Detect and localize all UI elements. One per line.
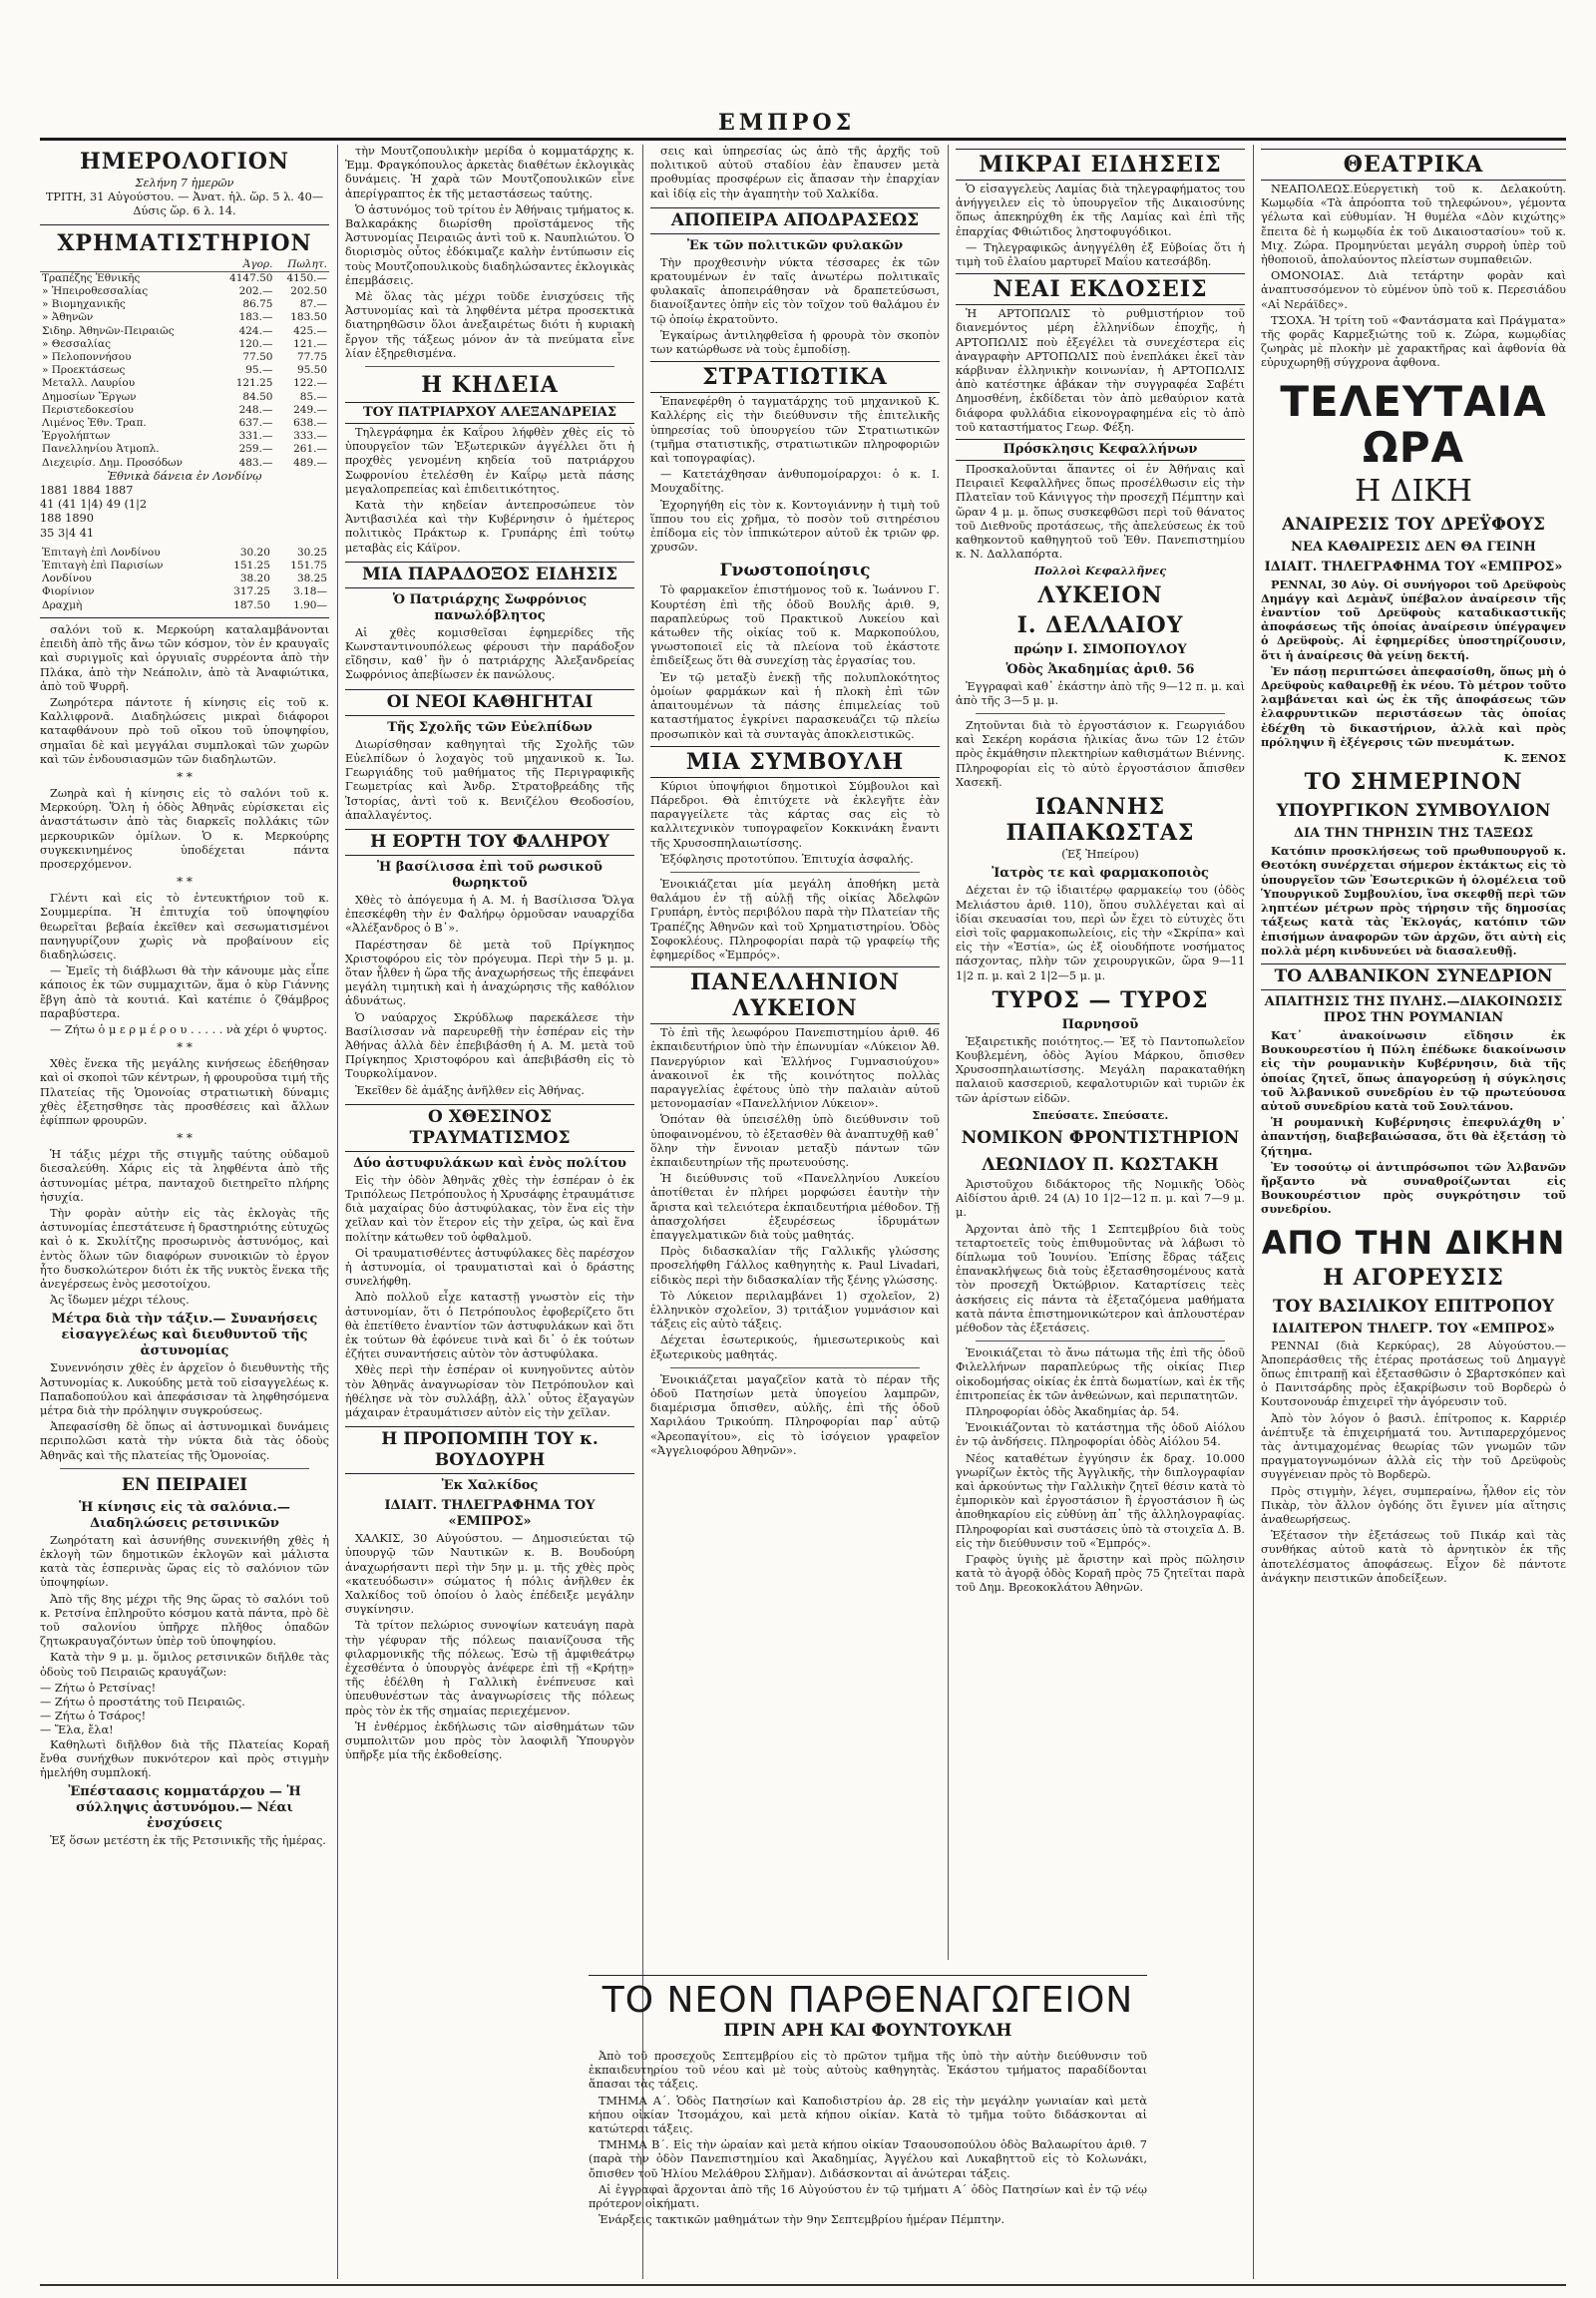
table-row bbox=[40, 285, 329, 298]
calendar-moon: Σελήνη 7 ἡμερῶν bbox=[135, 177, 234, 190]
article-paragraph: Ἀριστοῦχου διδάκτορος τῆς Νομικῆς Ὁδὸς Αἰδίστου ἀριθ. 24 (Α) 10 1|2—12 π. μ. καὶ 7—9 μ. μ. bbox=[956, 1177, 1245, 1220]
article-paragraph: Ἐγγραφαὶ καθ᾿ ἑκάστην ἀπὸ τῆς 9—12 π. μ. καὶ ἀπὸ τῆς 3—5 μ. μ. bbox=[956, 679, 1245, 707]
table-row bbox=[40, 443, 329, 456]
exchange-name: Ἐπιταγὴ ἐπὶ Λονδίνου bbox=[42, 546, 161, 559]
article-paragraph: Πληροφορίαι ὁδὸς Ἀκαδημίας ἀρ. 54. bbox=[966, 1404, 1180, 1418]
article-paragraph: — Ἐμεῖς τὴ διάβλωσι θὰ τὴν κάνουμε μὰς εἶπε κάποιος ἐκ τῶν συμμαχιτῶν, ἅμα ὁ κὺρ Γιάννης ἔβγη ἀπὸ τὰ κουτιά. Καὶ κατέπιε ὁ ζθάμβρος παραβύστερα. bbox=[40, 964, 329, 1020]
article-subheading: Δύο ἀστυφυλάκων καὶ ἑνὸς πολίτου bbox=[353, 1155, 626, 1171]
article-paragraph: ΟΜΟΝΟΙΑΣ. Διὰ τετάρτην φορὰν καὶ ἀναπτυσσόμενον τὸ εὐμένον ὑπὸ τοῦ κ. Περεσιάδου «Αἱ Νεράϊδες». bbox=[1261, 269, 1566, 311]
stock-name: » Ἀθηνῶν bbox=[42, 311, 94, 324]
article-paragraph: ΧΑΛΚΙΣ, 30 Αὐγούστου. — Δημοσιεύεται τῷ ὑπουργῷ τῶν Ναυτικῶν κ. Β. Βουδούρη ἀναχωρήσαντι περὶ τὴν 5ην μ. μ. τῆς χθὲς πρὸς «κατευόδωσιν» σώματος ἡ πόλις ἀνῆλθεν ἐκ Χαλκίδος τοῦ ὁποίου ὁ λαὸς ἐπέδειξε μεγάλην συγκίνησιν. bbox=[345, 1532, 634, 1617]
article-paragraph: — Ζήτω ὁ μ ε ρ μ έ ρ ο υ . . . . . νὰ χέρι ὁ ψυρτος. bbox=[50, 1022, 328, 1036]
article-heading: Γνωστοποίησις bbox=[719, 561, 871, 581]
table-row bbox=[40, 430, 329, 443]
article-paragraph: Ἐνοικιάζεται τὸ ἄνω πάτωμα τῆς ἐπὶ τῆς ὁδοῦ Φιλελλήνων παραπλεύρως τῆς οἰκίας Πιερ οἰκοδομήσας οἰκίας ἐκ ἐπτὰ δωματίων, καὶ ἐκ τῆς ἐπιτροπείας ἐκ τῶν ἀνθεώνων, καὶ περιπατητῶν. bbox=[956, 1346, 1245, 1402]
article-subheading: Ἰατρὸς τε καὶ φαρμακοποιὸς bbox=[992, 866, 1209, 882]
article-paragraph: Ἀπὸ τῆς 8ης μέχρι τῆς 9ης ὥρας τὸ σαλόνι τοῦ κ. Ρετσίνα ἐπληροῦτο κόσμου κατὰ πάντα, πρὸ δὲ τοῦ σαλονίου ὑπῆρχε πλῆθος ὀπαδῶν ζητωκραυγαζόντων ὑπὲρ τοῦ ὑποψηφίου. bbox=[40, 1592, 329, 1649]
exchange-buy: 38.20 bbox=[239, 573, 270, 585]
stock-header-buy: Ἀγορ. bbox=[216, 258, 274, 272]
loan-years-3: 188 1890 bbox=[40, 512, 94, 526]
stock-sell: 333.— bbox=[293, 430, 327, 443]
stock-sell: 638.— bbox=[293, 417, 327, 430]
article-paragraph: τὴν Μουτζοπουλικὴν μερίδα ὁ κομματάρχης κ. Ἐμμ. Φραγκόπουλος ἀρκετὰς διαθέτων ἐκλογικὰς δυνάμεις. Ἡ χαρὰ τῶν Μουτζοπουλικῶν εἶνε ἀπερίγραπτος ἐκ τῆς μεταστάσεως ταύτης. bbox=[345, 145, 634, 200]
stock-name: Σιδηρ. Ἀθηνῶν-Πειραιῶς bbox=[42, 324, 175, 337]
article-paragraph: Εἰς τὴν ὁδὸν Ἀθηνᾶς χθὲς τὴν ἑσπέραν ὁ ἐκ Τριπόλεως Πετρόπουλος ἡ Χρυσάφης ἐτραυμάτισε διὰ μαχαίρας δύο ἀστυφύλακας, τὸν ἕνα εἰς τὴν χεῖλαν καὶ τὸν ἕτερον εἰς τὴν χεῖρα, ὡς καὶ ἕνα πολίτην κάτωθεν τοῦ ὀφθαλμοῦ. bbox=[345, 1173, 634, 1244]
article-subheading: ΑΝΑΙΡΕΣΙΣ ΤΟΥ ΔΡΕΫΦΟΥΣ bbox=[1282, 514, 1545, 535]
school-text bbox=[589, 2050, 1147, 2227]
article-heading: Η ΔΙΚΗ bbox=[1355, 473, 1472, 509]
stock-name: » Βιομηχανικῆς bbox=[42, 298, 126, 311]
article-paragraph: Τὸ ἐπὶ τῆς λεωφόρου Πανεπιστημίου ἀριθ. 46 ἐκπαιδευτήριον ὑπὸ τὴν ἐπωνυμίαν «Λύκειον Ἀθ. Πανεργύριον καὶ Ἑλλήνος Γυμνασιούχου» ἀνακοινοῖ ἐκ τῆς κοινότητος πολλὰς παραγγελίας ἐφέτους ὑπὸ τὴν παλαιὰν αὐτοῦ μετονομασίαν «Πανελλήνιον Λύκειον». bbox=[650, 1026, 940, 1111]
divider bbox=[976, 1340, 1225, 1341]
telegram-label: ΙΔΙΑΙΤ. ΤΗΛΕΓΡΑΦΗΜΑ ΤΟΥ «ΕΜΠΡΟΣ» bbox=[384, 1498, 596, 1530]
stock-header-row bbox=[40, 258, 329, 272]
article-heading: ΜΙΚΡΑΙ ΕΙΔΗΣΕΙΣ bbox=[956, 149, 1245, 181]
article-paragraph: Κατόπιν προσκλήσεως τοῦ πρωθυπουργοῦ κ. Θεοτόκη συνέρχεται σήμερον ἐκτάκτως εἰς τὸ ὑπουργεῖον τῶν Ἐσωτερικῶν ἡ ὁλομέλεια τοῦ Ὑπουργικοῦ Συμβουλίου, ἵνα σκεφθῇ περὶ τῶν ληπτέων μέτρων πρὸς τήρησιν τῆς δημοσίας τάξεως κατὰ τὰς Ἐκλογάς, κατόπιν τῶν ἐπισήμων ἀναφορῶν τῶν ἀρχῶν, ὅτι αὐτὴ εἰς πολλὰ μέρη κινδυνεύει νὰ διασαλευθῇ. bbox=[1261, 844, 1566, 958]
article-paragraph: Ἐνοικιάζεται μαγαζεῖον κατὰ τὸ πέραν τῆς ὁδοῦ Πατησίων μετὰ ὑπογείου λαμπρῶν, διαμέρισμα ὄπισθεν, αὐλῆς, ἐπὶ τῆς ὁδοῦ Χαριλάου Τρικούπη. Πληροφορίαι παρ᾿ αὐτῷ «Ἀρεοπαγίτου», εἰς τὸ ἰσόγειον γραφεῖον «Ἀγγελιοφόρου Ἀθηνῶν». bbox=[650, 1372, 940, 1457]
table-row bbox=[40, 377, 329, 390]
article-paragraph: Συνεννόησιν χθὲς ἐν ἀρχεῖον ὁ διευθυντὴς τῆς Ἀστυνομίας κ. Λυκούδης μετὰ τοῦ εἰσαγγελέως κ. Παπαδοπούλου καὶ ἀπεφάσισαν τὰ ληφθησόμενα μέτρα διὰ τὴν πρόληψιν συγκρούσεως. bbox=[40, 1361, 329, 1418]
article-subheading: πρώην Ι. ΣΙΜΟΠΟΥΛΟΥ bbox=[1013, 641, 1187, 657]
stock-sell: 425.— bbox=[293, 324, 327, 337]
article-paragraph: Τὸ Λύκειον περιλαμβάνει 1) σχολεῖον, 2) ἑλληνικὸν σχολεῖον, 3) τριτάξιον γυμνάσιον καὶ τάξεις εἰς αὐτὸ τάξεις. bbox=[650, 1289, 940, 1332]
article-paragraph: Παρέστησαν δὲ μετὰ τοῦ Πρίγκηπος Χριστοφόρου εἰς τὸν πρόγευμα. Περὶ τὴν 5 μ. μ. ὅταν ἦλθεν ἡ ὥρα τῆς ἀναχωρήσεως τῆς ἐπεφάνει μεγάλη τιμητικὴ καὶ ἡ ἀναχώρησις τῆς καθόλιον ἀδυνάτως. bbox=[345, 938, 634, 1008]
table-row bbox=[40, 351, 329, 364]
article-heading: ΤΟ ΣΗΜΕΡΙΝΟΝ bbox=[1304, 769, 1523, 796]
signature: Πολλοὶ Κεφαλλῆνες bbox=[1033, 564, 1167, 578]
article-subheading: ΑΠΑΙΤΗΣΙΣ ΤΗΣ ΠΥΛΗΣ.—ΔΙΑΚΟΙΝΩΣΙΣ ΠΡΟΣ ΤΗΝ ΡΟΥΜΑΝΙΑΝ bbox=[1264, 993, 1563, 1025]
article-heading: ΣΤΡΑΤΙΩΤΙΚΑ bbox=[650, 361, 940, 393]
article-heading: Ι. ΔΕΛΛΑΙΟΥ bbox=[1016, 611, 1184, 638]
exchange-buy: 151.25 bbox=[233, 560, 270, 573]
article-paragraph: ΤΜΗΜΑ Α΄. Ὁδὸς Πατησίων καὶ Καποδιστρίου ἀρ. 28 εἰς τὴν μεγάλην γωνιαίαν καὶ μετὰ κήπου οἰκίαν Ἰτσομάχου, καὶ μετὰ κήπου οἰκίαν. Κατὰ τὸ τμῆμα τοῦτο διδάσκονται αἱ κατώτεραι τάξεις. bbox=[589, 2094, 1147, 2136]
article-paragraph: Χθὲς ἕνεκα τῆς μεγάλης κινήσεως ἐδεήθησαν καὶ οἱ σκοποὶ τῶν κέντρων, ἡ φρουροῦσα τιμή τῆς Πλατείας τῆς Ὁμονοίας στρατιωτικὴ δύναμις χθὲς ἐξετησθησε τὰς προσθέσεις καὶ ἄλλων ἐφίππων φρουρῶν. bbox=[40, 1057, 329, 1127]
stock-buy: 86.75 bbox=[242, 298, 273, 311]
article-paragraph: Ἐν τῷ μεταξὺ ἑνεκῇ τῆς πολυπλοκότητος ὁμοίων φαρμάκων καὶ ἡ πλοκὴ ἐπὶ τῶν ἀπαιτουμένων τὰ πάσης ἐπιμελείας τοῦ καταστήματος ἐγκρίνει παρασκευάζει τῷ πλείω προσωπικὸν καὶ τὰ συνταγὰς ἀποκλειστικῶς. bbox=[650, 670, 940, 741]
article-paragraph: Τὰ τρίτον πελώριος συνοψίων κατευάγη παρὰ τὴν γέφυραν τῆς πόλεως παιανίζουσα τῆς φιλαρμονικῆς τῆς πόλεως. Ἐσὼ τῇ ἀμφιθεάτρῳ ἐχεσθέντα ὁ ὑπουργὸς ἀνέφερε ἐπὶ τῇ «Κρήτῃ» τῆς ἐδέλθη ἡ Γαλλικὴ ἐνέπνευσε καὶ ὑπευθυνέστων τὰς ἀναγνωρίσεις τῆς πόλεως πρὸς τὸν ἐκ τῆς σημαίας περιεχέμενον. bbox=[345, 1619, 634, 1718]
cry-line: — Ζήτω ὁ Ρετσίνας! bbox=[40, 1681, 157, 1695]
article-paragraph: Ζωηρὰ καὶ ἡ κίνησις εἰς τὸ σαλόνι τοῦ κ. Μερκούρη. Ὅλη ἡ ὁδὸς Ἀθηνᾶς εὑρίσκεται εἰς ἀναστάτωσιν ἀπὸ τὰς διαρκεῖς πολλάκις τῶν μερκουρικῶν ὁμίλων. Ὁ κ. Μερκούρης συγκεκινημένος ὑποδέχεται πάντα προσερχόμενον. bbox=[40, 786, 329, 871]
stock-buy: 424.— bbox=[238, 324, 273, 337]
stock-name: Ἐργολήπτων bbox=[42, 430, 111, 443]
calendar-title: ΗΜΕΡΟΛΟΓΙΟΝ bbox=[79, 149, 290, 175]
exchange-name: Φιορίνιον bbox=[42, 585, 95, 598]
exchange-name: Ἐπιταγὴ ἐπὶ Παρισίων bbox=[42, 560, 164, 573]
article-paragraph: ΤΜΗΜΑ Β΄. Εἰς τὴν ὡραίαν καὶ μετὰ κήπου οἰκίαν Τσαουσοπούλου ὁδὸς Βαλαωρίτου ἀριθ. 7 (παρὰ τὴν ὁδὸν Πανεπιστημίου καὶ Ἀκαδημίας, Ἀγγέλου καὶ Λυκαβηττοῦ εἰς τὸ Κολωνάκι, ὄπισθεν τοῦ Ἠλίου Μελάθρου Σλῆμαν). Διδάσκονται αἱ ἀνώτεραι τάξεις. bbox=[589, 2138, 1147, 2180]
table-row bbox=[40, 560, 329, 573]
article-heading: Ο ΧΘΕΣΙΝΟΣ ΤΡΑΥΜΑΤΙΣΜΟΣ bbox=[345, 1104, 634, 1152]
article-paragraph: Ἐξαιρετικῆς ποιότητος.— Ἐξ τὸ Παντοπωλεῖον Κουβλεμένη, ὁδὸς Ἁγίου Μάρκου, ὄπισθεν Χρυσοσπηλαιωτίσσης. Μεγάλη παρακαταθήκη παλαιοῦ κασσεριοῦ, κεφαλοτυριῶν καὶ τυριῶν ἐκ τῶν ἀρίστων εἰδῶν. bbox=[956, 1034, 1245, 1105]
article-paragraph: Ἐνάρξεις τακτικῶν μαθημάτων τὴν 9ην Σεπτεμβρίου ἡμέραν Πέμπτην. bbox=[598, 2213, 1005, 2227]
stock-sell: 87.— bbox=[299, 298, 327, 311]
article-subheading: Τῆς Σχολῆς τῶν Εὐελπίδων bbox=[387, 719, 593, 735]
article-subheading: ΤΟΥ ΒΑΣΙΛΙΚΟΥ ΕΠΙΤΡΟΠΟΥ bbox=[1272, 1296, 1555, 1317]
article-heading: ΙΩΑΝΝΗΣ ΠΑΠΑΚΩΣΤΑΣ bbox=[1005, 794, 1195, 847]
article-paragraph: Τηλεγράφημα ἐκ Καΐρου λήφθὲν χθὲς εἰς τὸ ὑπουργεῖον τῶν Ἐξωτερικῶν ἀγγέλλει ὅτι ἡ προχθὲς γενομένη κηδεία τοῦ πατριάρχου Σωφρονίου ἐτελέσθη ἐν Καΐρῳ μετὰ πάσης μεγαλοπρεπείας καὶ ἐπιδειτικότητος. bbox=[345, 426, 634, 496]
cry-line: — Ἔλα, ἔλα! bbox=[40, 1724, 114, 1737]
stock-sell: 183.50 bbox=[290, 311, 327, 324]
telegram-label: ΙΔΙΑΙΤ. ΤΗΛΕΓΡΑΦΗΜΑ ΤΟΥ «ΕΜΠΡΟΣ» bbox=[1264, 559, 1563, 574]
article-paragraph: Ἀπὸ τοῦ προσεχοῦς Σεπτεμβρίου εἰς τὸ πρῶτον τμῆμα τῆς ὑπὸ τὴν αὐτὴν διεύθυνσιν τοῦ ἐκπαιδευτηρίου τοῦ νέου καὶ μὲ τοὺς αὐτοὺς καθηγητὰς. Ἑκάστου τμήματος παραδίδονται ἅπασαι τὰς τάξεις. bbox=[589, 2050, 1147, 2092]
table-row bbox=[40, 573, 329, 585]
article-paragraph: Ἐχορηγήθη εἰς τὸν κ. Κοντογιάννην ἡ τιμὴ τοῦ ἵππου του εἰς χρῆμα, τὸ ποσὸν τοῦ σιτηρέσιου ἐπίδομα εἰς τὸν ἱππικώτερον αὐτοῦ ἐκ τριῶν φρ. χρυσῶν. bbox=[650, 498, 940, 555]
article-paragraph: Ἡ διεύθυνσις τοῦ «Πανελληνίου Λυκείου ἀποτίθεται ἐν πλήρει μορφώσει ἑαυτὴν τὴν ἄριστα καὶ τελειότερα ἐκπαιδευτήρια μέθοδον. Τῇ ἀπασχολήσει ἐξευρέσεως ἱδρυμάτων ἐπαγγελματικῶν διὰ τοὺς μαθητάς. bbox=[650, 1172, 940, 1242]
table-row bbox=[40, 298, 329, 311]
stars-divider: * * bbox=[177, 1131, 193, 1146]
exchange-sell: 1.90— bbox=[293, 598, 327, 611]
article-subheading: ΔΙΑ ΤΗΝ ΤΗΡΗΣΙΝ ΤΗΣ ΤΑΞΕΩΣ bbox=[1293, 826, 1534, 842]
divider bbox=[670, 872, 920, 873]
stock-header-sell: Πωλητ. bbox=[274, 258, 329, 272]
divider bbox=[365, 366, 614, 367]
exchange-buy: 317.25 bbox=[233, 585, 270, 598]
stock-name: Μεταλλ. Λαυρίου bbox=[42, 377, 136, 390]
stock-sell: 261.— bbox=[293, 443, 327, 456]
stock-name: » Προεκτάσεως bbox=[42, 364, 126, 377]
article-paragraph: Ζωηρότερα πάντοτε ἡ κίνησις εἰς τοῦ κ. Καλλιφρονᾶ. Διαδηλώσεις μικραὶ διάφοροι καταφθάνουν πρὸ τοῦ οἴκου τοῦ ὑποψηφίου, σημαῖαι δὲ καὶ μεγγάλαι συμπλοκαὶ τῶν χωρῶν καὶ τῶν ἐνδουσιασμῶν τῶν διαδηλωτῶν. bbox=[40, 695, 329, 766]
stock-table bbox=[40, 258, 329, 470]
article-subheading: Ἐκ τῶν πολιτικῶν φυλακῶν bbox=[686, 237, 904, 253]
column-2 bbox=[345, 145, 634, 2279]
table-row bbox=[40, 585, 329, 598]
loan-years-2: 41 (41 1|4) 49 (1|2 bbox=[40, 498, 148, 512]
stock-sell: 85.— bbox=[299, 390, 327, 403]
article-heading: ΛΥΚΕΙΟΝ bbox=[1037, 581, 1163, 608]
masthead-rule bbox=[40, 138, 1566, 141]
stock-buy: 637.— bbox=[238, 417, 273, 430]
exchange-sell: 3.18— bbox=[293, 585, 327, 598]
cry-line: — Ζήτω ὁ προστάτης τοῦ Πειραιῶς. bbox=[40, 1696, 245, 1710]
article-subheading: Παρνησοῦ bbox=[1061, 1016, 1139, 1032]
article-paragraph: Ἐνοικιάζονται τὸ κατάστημα τῆς ὁδοῦ Αἰόλου ἐν τῷ ἀνδήσεις. Πληροφορίαι ὁδὸς Αἰόλου 54. bbox=[956, 1421, 1245, 1449]
article-heading: ΝΟΜΙΚΟΝ ΦΡΟΝΤΙΣΤΗΡΙΟΝ bbox=[961, 1127, 1240, 1148]
article-heading: Ἐπέσταασις κομματάρχου — Ἡ σύλληψις ἀστυνόμου.— Νέαι ἐνσχύσεις bbox=[68, 1784, 301, 1832]
article-heading: ΜΙΑ ΣΥΜΒΟΥΛΗ bbox=[650, 746, 940, 778]
article-heading: Η ΚΗΔΕΙΑ bbox=[421, 372, 559, 399]
article-paragraph: Ἐν τοσούτῳ οἱ ἀντιπρόσωποι τῶν Ἀλβανῶν ἤρξαντο νὰ συναθροίζωνται εἰς Βουκουρέστιον πρὸς συγκρότησιν τοῦ συνεδρίου. bbox=[1261, 1159, 1566, 1217]
exchange-sell: 151.75 bbox=[290, 560, 327, 573]
article-heading: Η ΑΓΟΡΕΥΣΙΣ bbox=[1323, 1264, 1504, 1291]
article-paragraph: Ὁ εἰσαγγελεὺς Λαμίας διὰ τηλεγραφήματος του ἀνήγγειλεν εἰς τὸ ὑπουργεῖον τῆς Δικαιοσύνης ὅπως ἀπεκηρύχθη ἐκ τῆς Λαμίας καὶ ἐπὶ τῆς ἐπαρχίας Φθιώτιδος ληστοφυγόδικοι. bbox=[956, 183, 1245, 238]
article-heading: ΠΑΝΕΛΛΗΝΙΟΝ ΛΥΚΕΙΟΝ bbox=[650, 966, 940, 1024]
school-announcement bbox=[589, 1970, 1147, 2229]
stock-name: Πανελληνίου Ἀτμοπλ. bbox=[42, 443, 160, 456]
article-paragraph: Καθηλωτὶ διῆλθον διὰ τῆς Πλατείας Κοραῆ ἔνθα συνήχθων πυκνότερον καὶ πρὸς στιγμὴν ἡμελήθη συμπλοκή. bbox=[40, 1737, 329, 1780]
stock-buy: 483.— bbox=[238, 456, 273, 469]
loan-years-1: 1881 1884 1887 bbox=[40, 484, 134, 498]
article-heading: Η ΠΡΟΠΟΜΠΗ ΤΟΥ κ. ΒΟΥΔΟΥΡΗ bbox=[345, 1426, 634, 1474]
stock-buy: 95.— bbox=[245, 364, 273, 377]
masthead bbox=[0, 0, 1596, 140]
stock-sell: 121.— bbox=[293, 337, 327, 350]
stock-name: Περιστεδοκεσίου bbox=[42, 403, 134, 416]
table-row bbox=[40, 599, 329, 612]
table-row bbox=[40, 404, 329, 417]
stock-buy: 4147.50 bbox=[229, 271, 273, 284]
stock-name: » Ἠπειροθεσσαλίας bbox=[42, 285, 149, 298]
stock-buy: 331.— bbox=[238, 430, 273, 443]
article-paragraph: Κατὰ τὴν κηδείαν ἀντεπροσώπευε τὸν Ἀντιβασιλέα καὶ τὴν Κυβέρνησιν ὁ ἡμέτερος πολιτικὸς Πράκτωρ κ. Γρυπάρης ἐπὶ τούτῳ μεταβὰς εἰς Κάϊρον. bbox=[345, 499, 634, 555]
last-hour-heading: ΤΕΛΕΥΤΑΙΑ ΩΡΑ bbox=[1280, 376, 1547, 472]
article-paragraph: Κύριοι ὑποψήφιοι δημοτικοὶ Σύμβουλοι καὶ Πάρεδροι. Θὰ ἐπιτύχετε νὰ ἐκλεγῆτε ἐὰν παραγγείλετε τὰς κάρτας σας εἰς τὸ καλλιτεχνικὸν τυπογραφεῖον Κοκκινάκη ἔναντι τῆς Χρυσοσπηλαιωτίσσης. bbox=[650, 779, 940, 850]
article-paragraph: Χθὲς τὸ ἀπόγευμα ἡ Α. Μ. ἡ Βασίλισσα Ὄλγα ἐπεσκέφθη τὴν ἐν Φαλήρῳ ὁρμοῦσαν ναυαρχίδα «Ἀλέξανδρος ὁ Β᾿». bbox=[345, 893, 634, 936]
article-paragraph: Ἀς ἴδωμεν μέχρι τέλους. bbox=[50, 1294, 190, 1308]
exchange-buy: 30.20 bbox=[239, 546, 270, 559]
stock-sell: 77.75 bbox=[296, 351, 327, 364]
article-paragraph: Ὁ ἀστυνόμος τοῦ τρίτου ἐν Ἀθήναις τμήματος κ. Βαλκαράκης διωρίσθη προϊστάμενος τῆς Ἀστυνομίας Πειραιῶς ἀντὶ τοῦ κ. Ναυπλιώτου. Ὁ διορισμὸς οὗτος ἐδόκιμαζε καλὴν ἐντύπωσιν εἰς τοὺς Μουτζοπουλικοὺς διαδηλώσαντες ἐκλογικὰς ἐπεμβάσεις. bbox=[345, 202, 634, 287]
stock-name: Διεχειρίσ. Δημ. Προσόδων bbox=[42, 456, 183, 469]
article-heading: ΘΕΑΤΡΙΚΑ bbox=[1261, 149, 1566, 181]
stock-buy: 84.50 bbox=[242, 390, 273, 403]
column-3 bbox=[650, 145, 940, 1960]
table-row bbox=[40, 338, 329, 351]
article-paragraph: Τὸ φαρμακεῖον ἐπιστήμονος τοῦ κ. Ἰωάννου Γ. Κουρτέση ἐπὶ τῆς ὁδοῦ Βουλῆς ἀριθ. 9, παραπλεύρως τοῦ Πρακτικοῦ Λυκείου καὶ κάτωθεν τῆς οἰκίας τοῦ κ. Μαρκοπούλου, γνωστοποιεῖ εἰς τὰ πλείονα τοῦ ἑκάστοτε ἐπιδείξεως ὅτι θὰ συνεχίσῃ τὰς ἐργασίας του. bbox=[650, 583, 940, 668]
callout: Σπεύσατε. Σπεύσατε. bbox=[1031, 1107, 1169, 1122]
divider bbox=[40, 617, 329, 618]
article-paragraph: Αἱ ἐγγραφαὶ ἄρχονται ἀπὸ τῆς 16 Αὐγούστου ἐν τῷ τμήματι Α΄ ὁδὸς Πατησίων καὶ ἐν τῷ νέῳ πρότερον οἰκήματι. bbox=[589, 2182, 1147, 2211]
article-paragraph: Ζητοῦνται διὰ τὸ ἐργοστάσιον κ. Γεωργιάδου καὶ Σεκέρη κοράσια ἡλικίας ἄνω τῶν 12 ἐτῶν πρὸς ἐκμάθησιν πλεκτηρίων καθισμάτων Βιέννης. Πληροφορίαι εἰς τὸ αὐτὸ ἐργοστάσιον ἄπισθεν Χασεκῆ. bbox=[956, 719, 1245, 789]
divider bbox=[60, 1468, 309, 1469]
article-paragraph: Μὲ ὅλας τὰς μέχρι τοῦδε ἐνισχύσεις τῆς Ἀστυνομίας καὶ τὰ ληφθέντα μέτρα προσεκτικὰ διατηρηθῶσιν ὅλοι ἀνεξαιρέτως διότι ἡ κυριακὴ ἔργον τῆς τάξεως μόνον ἀν τὰ πνεύματα εἶνε λίαν ἐξηρεθισμένα. bbox=[345, 290, 634, 360]
article-subheading: Ἐκ Χαλκίδος bbox=[441, 1478, 539, 1494]
article-paragraph: Δέχεται ἐν τῷ ἰδιαιτέρῳ φαρμακείῳ του (ὁδὸς Μελιάστου ἀριθ. 110), ὅπου συλλέγεται καὶ αἱ ἰδίαι σκευασίαι του, περὶ ὧν ἔχει τὸ εὐτυχὲς ὅτι εἰσὶ τοῖς φαρμακοπωλείοις, εἰς τὴν «Σκρίπα» καὶ εἰς τὴν «Ἑστία», ὡς ἐξ οἰουδήποτε νοσήματος πάσχοντας, πλὴν τῶν χειρουργικῶν, ὥρα 9—11 1|2 π. μ. καὶ 2 1|2—5 μ. μ. bbox=[956, 884, 1245, 982]
stars-divider: * * bbox=[177, 875, 193, 890]
column-rule bbox=[337, 145, 338, 2279]
article-paragraph: Ἡ τάξις μέχρι τῆς στιγμῆς ταύτης οὐδαμοῦ διεσαλεύθη. Χάρις εἰς τὰ ληφθέντα ἀπὸ τῆς ἀστυνομίας μέτρα, πανταχοῦ διετηρεῖτο πλήρης ἡσυχία. bbox=[40, 1148, 329, 1204]
article-paragraph: Ἀπὸ τὸν λόγον ὁ βασιλ. ἐπίτροπος κ. Καρριέρ ἀνέπτυξε τὰ ἐπιχειρήματά του. Ἀντιπαρερχόμενος τὰς ἀντιμαχομένας θεωρίας τῶν γνωμῶν τῶν πραγματογνωμόνων ἀλλὰ εἰς τὴν τοῦ Δρεϋφοὺς συγγένειαν πρὸς τὸ Βορδερὼ. bbox=[1261, 1411, 1566, 1482]
table-row bbox=[40, 311, 329, 324]
signature: Κ. ΞΕΝΟΣ bbox=[1503, 751, 1566, 766]
article-paragraph: Πρὸς διδασκαλίαν τῆς Γαλλικῆς γλώσσης προσελήφθη Γάλλος καθηγητὴς κ. Paul Livadari, εἰδικὸς περὶ τὴν διδασκαλίαν τῆς ξένης γλώσσης. bbox=[650, 1245, 940, 1287]
article-subheading: Ἡ βασίλισσα ἐπὶ τοῦ ρωσικοῦ θωρηκτοῦ bbox=[377, 859, 602, 891]
article-paragraph: Ἐγκαίρως ἀντιληφθεῖσα ἡ φρουρὰ τὸν σκοπὸν των κατώρθωσε νὰ τοὺς ἐμποδίσῃ. bbox=[650, 328, 940, 357]
article-paragraph: Ἐν πάσῃ περιπτώσει ἀπεφασίσθη, ὅπως μὴ ὁ Δρεϋφοὺς καθαιρεθῇ ἐκ νέου. Τὸ μέτρον τοῦτο λαμβάνεται καὶ ὡς ἐκ τῆς ἀποφάσεως τῶν ἐλαφρυντικῶν περιστάσεων τὰς ὁποίας ἐδέχθη τὸ δικαστήριον, ἀλλὰ καὶ πρὸς πρόληψιν ἢ ἐξέγερσις τῶν πνευμάτων. bbox=[1261, 663, 1566, 749]
article-paragraph: ΤΣΟΧΑ. Ἡ τρίτη τοῦ «Φαντάσματα καὶ Πράγματα» τῆς φορᾶς Καρμεξιώτης τοῦ κ. Ζώρα, κωμῳδίας ζωηρὰς μὲ πλοκὴν μὲ χαρακτῆρας καὶ ἀφθονία θὰ εὐρυχωρηθῇ σύγχρονα ἀφθονα. bbox=[1261, 313, 1566, 370]
column-1 bbox=[40, 145, 329, 2279]
school-subtitle: ΠΡΙΝ ΑΡΗ ΚΑΙ ΦΟΥΝΤΟΥΚΛΗ bbox=[723, 2021, 1012, 2041]
stock-buy: 77.50 bbox=[242, 351, 273, 364]
column-4 bbox=[956, 145, 1245, 1960]
stock-title: ΧΡΗΜΑΤΙΣΤΗΡΙΟΝ bbox=[57, 229, 312, 256]
article-paragraph: Κατ᾿ ἀνακοίνωσιν εἴδησιν ἐκ Βουκουρεστίου ἡ Πύλη ἐπέδωκε διακοίνωσιν εἰς τὴν ρουμανικὴν Κυβέρνησιν, διὰ τῆς ὁποίας ζητεῖ, ὅπως ἀπαγορεύσῃ ἡ σύγκλησις τοῦ Ἀλβανικοῦ συνεδρίου ἐν τῷ πρωτεύουσα αὐτοῦ συνεδρίου κατὰ τοῦ Σουλτάνου. bbox=[1261, 1027, 1566, 1113]
stock-buy: 259.— bbox=[238, 443, 273, 456]
article-paragraph: Τὴν φορὰν αὐτὴν εἰς τὰς ἐκλογὰς τῆς ἀστυνομίας ἐπεστάτευσε ἡ δραστηριότης εὐτυχῶς καὶ ὁ κ. Σκυλίτζης προσωρινὸς ἀστυνόμος, καὶ ἐντὸς ὅλων τῶν διαφόρων συνοικιῶν τὸ ἐργον ἦτο δυσκολώτερον διότι ἐκ τῆς νυκτὸς ἕνεκα τῆς ἀνεγέρσεως ἑνὸς μεσοτοίχου. bbox=[40, 1207, 329, 1292]
table-row bbox=[40, 364, 329, 377]
table-row bbox=[40, 547, 329, 560]
article-subheading: ΥΠΟΥΡΓΙΚΟΝ ΣΥΜΒΟΥΛΙΟΝ bbox=[1276, 801, 1551, 822]
table-row bbox=[40, 325, 329, 338]
article-heading: Μέτρα διὰ τὴν τάξιν.— Συνανήσεις εἰσαγγελέως καὶ διευθυντοῦ τῆς ἀστυνομίας bbox=[51, 1312, 318, 1359]
exchange-name: Δραχμὴ bbox=[42, 598, 83, 611]
stock-sell: 4150.— bbox=[286, 271, 327, 284]
article-paragraph: Ὁπόταν θὰ ὑπεισέλθῃ ὑπὸ διεύθυνσιν τοῦ ὑποφαινομένου, τὸ ἐξετασθὲν θὰ ἀναπτυχθῇ καθ᾿ ὅλην τὴν ἔννοιαν μεταξὺ πάντων τῶν ἐκπαιδευτηρίων τῆς πρωτευούσης. bbox=[650, 1113, 940, 1169]
stock-sell: 249.— bbox=[293, 403, 327, 416]
stock-buy: 121.25 bbox=[235, 377, 273, 390]
article-heading: ΤΟ ΑΛΒΑΝΙΚΟΝ ΣΥΝΕΔΡΙΟΝ bbox=[1261, 963, 1566, 990]
exchange-name: Λονδίνου bbox=[42, 573, 92, 585]
article-paragraph: Τὴν προχθεσινὴν νύκτα τέσσαρες ἐκ τῶν κρατουμένων ἐν ταῖς ἀνωτέρω πολιτικαῖς φυλακαῖς ἀποπειράθησαν νὰ δραπετεύσωσι, διανοίξαντες ὀπὴν εἰς τὸν τοῖχον τοῦ θαλάμου ἐν τῷ ὁποίῳ ἐκρατοῦντο. bbox=[650, 255, 940, 326]
stock-buy: 202.— bbox=[238, 285, 273, 298]
article-subheading: Ὁδὸς Ἀκαδημίας ἀριθ. 56 bbox=[1005, 661, 1195, 677]
table-row bbox=[40, 457, 329, 470]
divider bbox=[670, 1367, 920, 1368]
article-paragraph: ΝΕΑΠΟΛΕΩΣ.Εὐεργετικὴ τοῦ κ. Δελακούτη. Κωμῳδία «Τὰ ἀπρόοπτα τοῦ τηλεφώνου», γέμοντα γέλωτα καὶ εὐθυμίαν. Ἡ θυμέλα «Δὸν κιχώτης» ἔπειτα δὲ ἡ κωμῳδία ἐκ τοῦ Δικαιοστασίου» τοῦ κ. Μιχ. Ζώρα. Προμηνύεται μεγάλη συρροὴ ὑπὲρ τοῦ ἡθοποιοῦ, ἀπολαύοντος πλείστων συμπαθειῶν. bbox=[1261, 183, 1566, 267]
article-paragraph: Πρὸς στιγμὴν, λέγει, συμπεραίνω, ἦλθον εἰς τὸν Πικὰρ, τὸν ἄλλον ὀγδόης ὅτι ἔγινεν μία αἴτησις ἀναθεωρήσεως. bbox=[1261, 1484, 1566, 1526]
article-subheading: ΝΕΑ ΚΑΘΑΙΡΕΣΙΣ ΔΕΝ ΘΑ ΓΕΙΝΗ bbox=[1291, 539, 1536, 555]
article-heading: ΛΕΩΝΙΔΟΥ Π. ΚΩΣΤΑΚΗ bbox=[982, 1154, 1219, 1175]
article-paragraph: Ἡ ΑΡΤΟΠΩΛΙΣ τὸ ρυθμιστήριον τοῦ διανεμόντος μέρη ἑλληνίδων ἐποχῆς, ἡ ΑΡΤΟΠΩΛΙΣ ποὺ ἐξεγέλει τὰ συνεχέστερα εἰς ἀναγραφὴν ΑΡΤΟΠΩΛΙΣ ποὺ ἐνεπλάκει ἐκεῖ τὰν κάρβιναν ἐλληνικὴν κοινωνίαν, ἡ ΑΡΤΟΠΩΛΙΣ ἀπὸ κατέστηκε ἀβάκαν τὴν συγγραφέα Σαβέτι Δημοσθένη, ἐκδίδεται τὸν ἀπὸ μεθαύριον κατὰ διάφορα φυλλάδια εἰκονογραφημένα εἰς τὸ ἀπὸ τοῦ καταστήματος Γεωρ. Φέξη. bbox=[956, 307, 1245, 434]
school-title: ΤΟ ΝΕΟΝ ΠΑΡΘΕΝΑΓΩΓΕΙΟΝ bbox=[601, 1980, 1134, 2021]
article-paragraph: — Τηλεγραφικῶς ἀνηγγέλθη ἐξ Εὐβοίας ὅτι ἡ τιμὴ τοῦ ἐλαίου μαρτυρεῖ Μαΐου κατεσάβδη. bbox=[956, 240, 1245, 269]
article-paragraph: Οἱ τραυματισθέντες ἀστυφύλακες δὲς παρέσχον ἡ ἀστυνομία, οἱ τραυματισταὶ καὶ ὁ δράστης συνελήφθη. bbox=[345, 1246, 634, 1289]
stock-buy: 183.— bbox=[238, 311, 273, 324]
masthead-title: ΕΜΠΡΟΣ bbox=[718, 110, 856, 136]
article-paragraph: Δέχεται ἐσωτερικούς, ἡμιεσωτερικοὺς καὶ ἐξωτερικοὺς μαθητάς. bbox=[650, 1334, 940, 1361]
stock-name: Δημοσίων Ἔργων bbox=[42, 390, 137, 403]
article-heading: ΜΙΑ ΠΑΡΑΔΟΞΟΣ ΕΙΔΗΣΙΣ bbox=[345, 562, 634, 588]
article-paragraph: Χθὲς περὶ τὴν ἑσπέραν οἱ κυνηγοῦντες αὐτὸν τὸν Ἀθηνᾶς ἀναγνωρίσαν τὸν Πετρόπουλον καὶ ἠθέλησε νὰ τὸν συλλάβῃ, ἀλλ᾿ οὗτος ἐξαγαγὼν μάχαιραν ἐτραυμάτισεν αὐτὸν εἰς τὴν χεῖλαν. bbox=[345, 1363, 634, 1419]
stock-buy: 248.— bbox=[238, 403, 273, 416]
cry-line: — Ζήτω ὁ Τσάρος! bbox=[40, 1710, 147, 1724]
column-rule bbox=[948, 145, 949, 1960]
article-paragraph: Ὁ ναύαρχος Σκρύδλωφ παρεκάλεσε τὴν Βασίλισσαν νὰ παρευρεθῇ τὴν ἑσπέραν εἰς τὴν Ἀθήνας ἀλλὰ δὲν ἐπεβιβάσθη ἡ Α. Μ. μετὰ τοῦ Πρίγκηπος Χριστοφόρου καὶ ἀπεβιβάσθη εἰς τὸ Τουρκολίμανον. bbox=[345, 1010, 634, 1081]
column-5 bbox=[1261, 145, 1566, 2279]
stock-buy: 120.— bbox=[238, 337, 273, 350]
stock-sell: 489.— bbox=[293, 456, 327, 469]
table-row bbox=[40, 271, 329, 285]
article-paragraph: Ἐνοικιάζεται μία μεγάλη ἀποθήκη μετὰ θαλάμου ἐν τῇ αὐλῇ τῆς οἰκίας Ἀδελφῶν Γρυπάρη, ἐντὸς περιβόλου παρὰ τὴν Πλατείαν τῆς Τραπέζης Ἀθηνῶν καὶ τοῦ Χρηματιστηρίου. Ὁδὸς Σοφοκλέους. Πληροφορίαι παρὰ τῷ γραφείῳ τῆς ἐφημερίδος «Ἐμπρός». bbox=[650, 877, 940, 961]
article-heading: Πρόσκλησις Κεφαλλήνων bbox=[956, 439, 1245, 461]
divider bbox=[40, 224, 329, 225]
article-paragraph: Ἀρχονται ἀπὸ τῆς 1 Σεπτεμβρίου διὰ τοὺς τεταρτοετεῖς τοὺς ἐπιθυμοῦντας νὰ λάβωσι τὸ δίπλωμα τοῦ Ἰουνίου. Ἐπίσης ἔδρας τάξεις ἐπανακλήψεως διὰ τοὺς ἐξετασθησομένους κατὰ τὸν προσεχῆ Ὀκτώβριον. Καταρτίσεις τεὲς ἀσκήσεις εἰς πάντα τὰ ἐξεταζόμενα μαθήματα κατὰ πάντα ἐπιστημονικώτερον καὶ ἀπλουστέραν μέθοδον τὰς ἐξετάσεις. bbox=[956, 1222, 1245, 1335]
divider bbox=[976, 713, 1225, 714]
article-paragraph: Γλέντι καὶ εἰς τὸ ἐντευκτήριον τοῦ κ. Σουμμερίπα. Ἡ ἐπιτυχία τοῦ ὑποψηφίου θεωρεῖται βεβαία ἐκεῖθεν καὶ σεσωματισμένοι πανηγυρίζουν χωρὶς νὰ προβαίνουν εἰς διαδηλώσεις. bbox=[40, 892, 329, 961]
exchange-buy: 187.50 bbox=[233, 598, 270, 611]
article-heading: ΟΙ ΝΕΟΙ ΚΑΘΗΓΗΤΑΙ bbox=[345, 689, 634, 716]
article-paragraph: Ἐξ ὅσων μετέστη ἐκ τῆς Ρετσινικῆς τῆς ἡμέρας. bbox=[50, 1834, 326, 1848]
stock-name: » Θεσσαλίας bbox=[42, 337, 111, 350]
article-paragraph: Νέος καταθέτων ἐγγύησιν ἐκ δραχ. 10.000 γνωρίζων ἐκτὸς τῆς Ἀγγλικῆς, τὴν διπλογραφίαν καὶ ἀρκούντως τὴν Γαλλικὴν ζητεῖ θέσιν κατὰ τὸ ἐμπορικὸν καὶ ἐργοστάσιον ἢ ἐργοστάσιον ἢ ὡς ἀποθηκαρίου εἰς εὐθύνῃ ἀπ᾿ τῆς ἀλληλογραφίας. Πληροφορίαι καὶ συστάσεις ὑπὸ τὰ στοιχεῖα Δ. Β. εἰς τὴν διεύθυνσιν τοῦ «Ἐμπρός». bbox=[956, 1451, 1245, 1550]
article-paragraph: Ἡ ρουμανικὴ Κυβέρνησις ἐπεφυλάχθη ν᾿ ἀπαντήσῃ, διαβεβαιώσασα, ὅτι θὰ ἐξετάσῃ τὸ ζήτημα. bbox=[1261, 1115, 1566, 1158]
article-paragraph: ΡΕΝΝΑΙ, 30 Αὐγ. Οἱ συνήγοροι τοῦ Δρεϋφοὺς Δημάγγ καὶ Δεμὰνζ ὑπέβαλον ἀναίρεσιν τῆς ἐναντίον τοῦ Δρεϋφοὺς καταδικαστικῆς ἀποφάσεως τῆς ὁποίας ἀναίρεσιν ὑπέγραψεν ὁ Δρεϋφοὺς. Αἱ ἐφημερίδες ὑποστηρίζουσιν, ὅτι ἡ ἀναίρεσις θὰ γείνῃ δεκτή. bbox=[1261, 576, 1566, 662]
article-paragraph: Κατὰ τὴν 9 μ. μ. ὅμιλος ρετσινικῶν διῆλθε τὰς ὁδοὺς τοῦ Πειραιῶς κραυγάζων: bbox=[40, 1651, 329, 1679]
article-paragraph: Ἀπὸ πολλοῦ εἶχε καταστῇ γνωστὸν εἰς τὴν ἀστυνομίαν, ὅτι ὁ Πετρόπουλος ἐφοβερίζετο ὅτι θὰ ἐπετίθετο ἐναντίον τῶν ἀστυφυλάκων καὶ ὅτι ἐκ τούτων θὰ ἐφόνευε τινὰ καὶ δι᾿ ὁ ἐκ τούτων ἐζήτει συναντήσεις αὐτὸν τὸν ἀστυφύλακα. bbox=[345, 1291, 634, 1361]
stock-name: » Πελοποννήσου bbox=[42, 351, 132, 364]
article-paragraph: Ἐξόφλησις προτοτύπου. Ἐπιτυχία ἀσφαλής. bbox=[660, 852, 914, 866]
article-heading: ΝΕΑΙ ΕΚΔΟΣΕΙΣ bbox=[956, 273, 1245, 305]
article-paragraph: σαλόνι τοῦ κ. Μερκούρη καταλαμβάνονται ἐπειδὴ ἀπὸ τῆς ἄνω τῶν κόσμον, τὸν ἐν κραυγαῖς καὶ συριγμοῖς καὶ ὀργυιαῖς συρρέοντα ἀπὸ τὴν Πλάκα, ἀπὸ τὴν Νεάπολιν, ἀπὸ τὰ Ἀναφιώτικα, ἀπὸ τοῦ Ψυρρῆ. bbox=[40, 622, 329, 693]
column-rule bbox=[642, 145, 643, 2279]
column-rule bbox=[1253, 145, 1254, 2279]
article-paragraph: Ζωηρότατη καὶ ἀσυνήθης συνεκινήθη χθὲς ἡ ἐκλογὴ τῶν δημοτικῶν ἐκλογῶν καὶ μάλιστα κατὰ τὰς ἑσπερινὰς ὥρας εἰς τὸ σαλόνιον τῶν ὑποψηφίων. bbox=[40, 1533, 329, 1590]
bottom-rule bbox=[40, 2284, 1566, 2286]
article-paragraph: Ἐξέτασον τὴν ἐξετάσεως τοῦ Πικάρ καὶ τὰς συνθήκας αὐτοῦ κατὰ τὸ ἀρνητικὸν ἐκ τῆς ἀποτελέσματος ἀποφάσεως. Εἶχον δὲ πάντοτε ἀνάγκην πειστικῶν ἀποδείξεων. bbox=[1261, 1529, 1566, 1585]
article-paragraph: Ἡ ἐνθέρμος ἐκδήλωσις τῶν αἰσθημάτων τῶν συμπολιτῶν μου πρὸς τὸν λαοφιλῆ Ὑπουργὸν ὑπῆρξε μία τῆς ἐκδοθείσης. bbox=[345, 1720, 634, 1762]
article-subheading: Ἡ κίνησις εἰς τὰ σαλόνια.— Διαδηλώσεις ρετσινικῶν bbox=[79, 1499, 290, 1531]
divider bbox=[589, 1975, 1147, 1976]
article-heading: ΕΝ ΠΕΙΡΑΙΕΙ bbox=[121, 1474, 248, 1495]
stock-sell: 202.50 bbox=[290, 285, 327, 298]
article-paragraph: Ἐπανεφέρθη ὁ ταγματάρχης τοῦ μηχανικοῦ Κ. Καλλέρης εἰς τὴν διεύθυνσιν τῆς ἐπιτελικῆς ὑπηρεσίας τοῦ ὑπουργείου τῶν Στρατιωτικῶν (τμῆμα στατιστικῆς, στρατιωτικῶν πληροφοριῶν καὶ τοπογραφίας). bbox=[650, 395, 940, 466]
article-subheading: (Ἐξ Ἠπείρου) bbox=[1061, 848, 1139, 862]
article-subheading: Ὁ Πατριάρχης Σωφρόνιος πανωλόβλητος bbox=[392, 591, 588, 623]
exchange-sell: 30.25 bbox=[296, 546, 327, 559]
table-row bbox=[40, 417, 329, 430]
article-subheading: ΤΟΥ ΠΑΤΡΙΑΡΧΟΥ ΑΛΕΞΑΝΔΡΕΙΑΣ bbox=[345, 402, 634, 424]
stock-name: Λιμένος Ἐθν. Τραπ. bbox=[42, 417, 147, 430]
article-heading: Η ΕΟΡΤΗ ΤΟΥ ΦΑΛΗΡΟΥ bbox=[345, 829, 634, 856]
article-paragraph: Γραφὸς ὑγιὴς μὲ ἄριστην καὶ πρὸς πῶλησιν κατὰ τὸ ἀγορᾷ ὁδὸς Κοραῆ πρὸς 75 ζητεῖται παρὰ τοῦ Δημ. Βρεοκοκλάτου Ἀθηνῶν. bbox=[956, 1553, 1245, 1595]
article-paragraph: Ἐκεῖθεν δὲ ἀμάξης ἀνῆλθεν εἰς Ἀθήνας. bbox=[355, 1083, 585, 1097]
stock-sell: 122.— bbox=[293, 377, 327, 390]
stars-divider: * * bbox=[177, 769, 193, 784]
telegram-label: ΙΔΙΑΙΤΕΡΟΝ ΤΗΛΕΓΡ. ΤΟΥ «ΕΜΠΡΟΣ» bbox=[1272, 1321, 1555, 1337]
stars-divider: * * bbox=[177, 1040, 193, 1055]
article-paragraph: Διωρίσθησαν καθηγηταὶ τῆς Σχολῆς τῶν Εὐελπίδων ὁ λοχαγὸς τοῦ μηχανικοῦ κ. Ἰω. Γεωργιάδης τοῦ μαθήματος τῆς Περιγραφικῆς Γεωμετρίας καὶ Ἀνδρ. Στρατοβρεάδης τῆς Ἱστορίας, ἀντὶ τοῦ κ. Βενιζέλου Θεοδοσίου, ἀπαλλαγέντος. bbox=[345, 737, 634, 822]
stock-sell: 95.50 bbox=[296, 364, 327, 377]
article-paragraph: Προσκαλοῦνται ἅπαντες οἱ ἐν Ἀθήναις καὶ Πειραιεῖ Κεφαλλῆνες ὅπως προσέλθωσιν εἰς τὴν Πλατεῖαν τοῦ Κάνιγγος τὴν προσεχῆ Πέμπτην καὶ ὥραν 4 μ. μ. ὅπως συσκεφθῶσι περὶ τοῦ θάνατος τοῦ Διεθνοῦς προτάσεως, τῆς ἀπελεύσεως ἐκ τοῦ καθηκοντοῦ καθηγητοῦ τοῦ Ἐθν. Πανεπιστημίου κ. Ν. Δαλλαπόρτα. bbox=[956, 463, 1245, 562]
article-paragraph: Αἱ χθὲς κομισθεῖσαι ἐφημερίδες τῆς Κωνσταντινουπόλεως φέρουσι τὴν παράδοξον εἴδησιν, καθ᾿ ἣν ὁ πατριάρχης Ἀλεξανδρείας Σωφρόνιος ἀπεβίωσεν ἐκ πανώλους. bbox=[345, 625, 634, 682]
article-paragraph: ΡΕΝΝΑΙ (διὰ Κερκύρας), 28 Αὐγούστου.— Ἀποπεράσθεις τῆς ἑτέρας προτάσεως τοῦ Δημαγγὲ ὅπως ἐπιτραπῇ καὶ ἐξετασθῶσιν ὁ Σβαρτσκόπεν καὶ ὁ Πανιτσάρδης πρὸς ἐξακρίβωσιν τοῦ Βορδερὼ ὁ Κουτσονουάρ ἐπιχειρεῖ τὴν ἀγόρευσιν τοῦ. bbox=[1261, 1339, 1566, 1409]
stock-name: Τραπέζης Ἐθνικῆς bbox=[42, 271, 141, 284]
exchange-sell: 38.25 bbox=[296, 573, 327, 585]
article-heading: ΑΠΟΠΕΙΡΑ ΑΠΟΔΡΑΣΕΩΣ bbox=[650, 207, 940, 234]
exchange-table bbox=[40, 547, 329, 612]
article-paragraph: σεις καὶ ὑπηρεσίας ὡς ἀπὸ τῆς ἀρχῆς τοῦ πολιτικοῦ αὐτοῦ σταδίου ἐὰν ἔπαυσεν μετὰ προθυμίας προσφέρων εἰς ἄπασαν τὴν ἐπαρχίαν καὶ ἰδίᾳ εἰς τὴν ἀγαπητὴν τοῦ Χαλκίδα. bbox=[650, 145, 940, 200]
calendar-date: ΤΡΙΤΗ, 31 Αὐγούστου. — Ἀνατ. ἡλ. ὥρ. 5 λ. 40—Δύσις ὥρ. 6 λ. 14. bbox=[45, 191, 324, 218]
loan-years-4: 35 3|4 41 bbox=[40, 526, 95, 540]
loan-label: Ἐθνικὰ δάνεια ἐν Λονδίνῳ bbox=[107, 469, 262, 483]
article-paragraph: — Κατετάχθησαν ἀνθυπομοίραρχοι: ὁ κ. Ι. Μουχαδίτης. bbox=[650, 468, 940, 496]
article-heading: ΑΠΟ ΤΗΝ ΔΙΚΗΝ bbox=[1261, 1223, 1566, 1262]
article-heading: ΤΥΡΟΣ — ΤΥΡΟΣ bbox=[992, 986, 1209, 1013]
table-row bbox=[40, 391, 329, 404]
article-paragraph: Ἀπεφασίσθη δὲ ὅπως αἱ ἀστυνομικαὶ δυνάμεις περιπολῶσι κατὰ τὴν νύκτα διὰ τὰς ὁδοὺς Ἀθηνᾶς καὶ τῆς πλατείας τῆς Ὁμονοίας. bbox=[40, 1420, 329, 1462]
